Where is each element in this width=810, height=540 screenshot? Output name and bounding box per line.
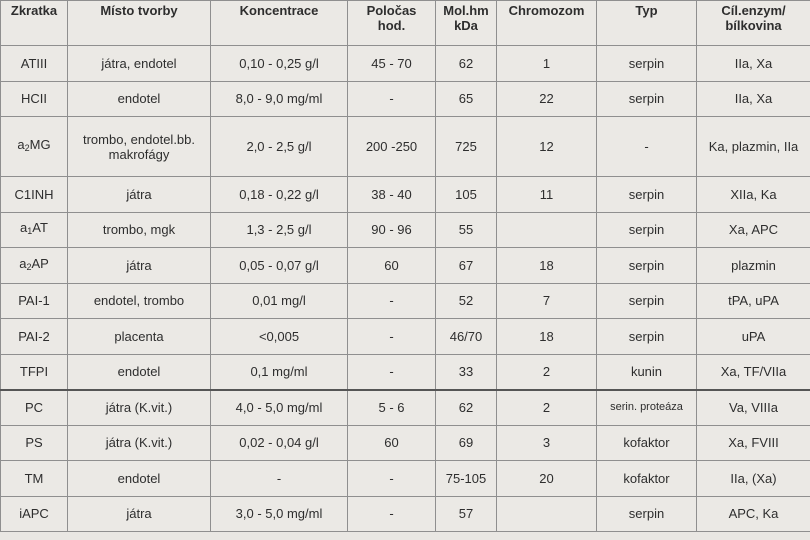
site-cell: játra: [68, 248, 211, 284]
mol-weight-cell: 75-105: [436, 461, 497, 497]
mol-weight-cell: 62: [436, 46, 497, 82]
abbr-cell: [1, 81, 68, 117]
half-life-cell: -: [348, 283, 436, 319]
abbr-cell: [1, 117, 68, 177]
target-cell: uPA: [697, 319, 810, 355]
type-cell: serpin: [597, 212, 697, 248]
mol-weight-cell: 33: [436, 354, 497, 390]
site-cell: endotel, trombo: [68, 283, 211, 319]
type-cell: serpin: [597, 248, 697, 284]
mol-weight-cell: 725: [436, 117, 497, 177]
mol-weight-cell: 67: [436, 248, 497, 284]
col-header-site: Místo tvorby: [68, 1, 211, 46]
abbr-cell: [1, 319, 68, 355]
half-life-cell: -: [348, 319, 436, 355]
type-cell: serpin: [597, 496, 697, 532]
table-body: [1, 46, 810, 532]
site-cell: játra, endotel: [68, 46, 211, 82]
concentration-cell: 0,02 - 0,04 g/l: [211, 425, 348, 461]
mol-weight-cell: 69: [436, 425, 497, 461]
half-life-cell: -: [348, 461, 436, 497]
mol-weight-cell: 105: [436, 177, 497, 213]
header-row: [1, 1, 810, 46]
half-life-cell: 45 - 70: [348, 46, 436, 82]
abbr-main: a: [19, 255, 27, 271]
target-cell: IIa, (Xa): [697, 461, 810, 497]
target-cell: plazmin: [697, 248, 810, 284]
concentration-cell: 2,0 - 2,5 g/l: [211, 117, 348, 177]
site-cell: endotel: [68, 81, 211, 117]
abbr-subscript: 1: [27, 226, 33, 237]
col-header-chromosome: Chromozom: [497, 1, 597, 46]
chromosome-cell: [497, 212, 597, 248]
abbr-cell: [1, 354, 68, 390]
abbr-suffix: AT: [32, 220, 48, 236]
type-cell: serpin: [597, 46, 697, 82]
col-header-concentration: Koncentrace: [211, 1, 348, 46]
half-life-cell: -: [348, 354, 436, 390]
abbr-main: TFPI: [19, 364, 49, 379]
target-cell: Ka, plazmin, IIa: [697, 117, 810, 177]
site-cell: endotel: [68, 461, 211, 497]
table-row: [1, 319, 810, 355]
abbr-cell: [1, 425, 68, 461]
concentration-cell: -: [211, 461, 348, 497]
table-row: [1, 283, 810, 319]
site-cell: trombo, mgk: [68, 212, 211, 248]
abbr-cell: [1, 177, 68, 213]
abbr-cell: [1, 212, 68, 248]
abbr-main: TM: [24, 470, 44, 486]
site-cell: trombo, endotel.bb. makrofágy: [68, 117, 211, 177]
abbr-cell: [1, 283, 68, 319]
abbr-main: HCII: [21, 91, 47, 107]
target-cell: Va, VIIIa: [697, 390, 810, 426]
target-cell: APC, Ka: [697, 496, 810, 532]
site-cell: játra (K.vit.): [68, 425, 211, 461]
abbr-cell: [1, 496, 68, 532]
col-header-type: Typ: [597, 1, 697, 46]
table-row: [1, 496, 810, 532]
type-cell: serpin: [597, 81, 697, 117]
abbr-suffix: MG: [29, 137, 51, 152]
chromosome-cell: 12: [497, 117, 597, 177]
target-cell: Xa, APC: [697, 212, 810, 248]
concentration-cell: 0,1 mg/ml: [211, 354, 348, 390]
abbr-main: a: [17, 137, 25, 152]
col-header-half-life: Poločas hod.: [348, 1, 436, 46]
abbr-cell: [1, 248, 68, 284]
target-cell: tPA, uPA: [697, 283, 810, 319]
table-row: [1, 177, 810, 213]
half-life-cell: -: [348, 496, 436, 532]
chromosome-cell: 3: [497, 425, 597, 461]
abbr-subscript: 2: [24, 143, 30, 153]
abbr-main: a: [20, 220, 28, 236]
abbr-main: iAPC: [19, 506, 49, 522]
mol-weight-cell: 57: [436, 496, 497, 532]
table-row: [1, 46, 810, 82]
site-cell: játra: [68, 177, 211, 213]
type-cell: kunin: [597, 354, 697, 390]
table-row: [1, 461, 810, 497]
half-life-cell: 5 - 6: [348, 390, 436, 426]
half-life-cell: 60: [348, 425, 436, 461]
concentration-cell: 0,18 - 0,22 g/l: [211, 177, 348, 213]
type-cell: serpin: [597, 283, 697, 319]
abbr-main: PS: [25, 435, 43, 451]
type-cell: kofaktor: [597, 425, 697, 461]
type-cell: -: [597, 117, 697, 177]
concentration-cell: 0,05 - 0,07 g/l: [211, 248, 348, 284]
table-row: [1, 390, 810, 426]
chromosome-cell: [497, 496, 597, 532]
concentration-cell: 1,3 - 2,5 g/l: [211, 212, 348, 248]
mol-weight-cell: 52: [436, 283, 497, 319]
table-row: [1, 248, 810, 284]
concentration-cell: 3,0 - 5,0 mg/ml: [211, 496, 348, 532]
chromosome-cell: 1: [497, 46, 597, 82]
abbr-main: PAI-2: [18, 328, 50, 344]
target-cell: XIIa, Ka: [697, 177, 810, 213]
type-cell: serpin: [597, 319, 697, 355]
table-row: [1, 81, 810, 117]
concentration-cell: <0,005: [211, 319, 348, 355]
table-row: [1, 354, 810, 390]
table-row: [1, 425, 810, 461]
abbr-main: PAI-1: [18, 293, 50, 309]
mol-weight-cell: 55: [436, 212, 497, 248]
col-header-abbr: Zkratka: [1, 1, 68, 46]
half-life-cell: 38 - 40: [348, 177, 436, 213]
site-cell: játra: [68, 496, 211, 532]
mol-weight-cell: 65: [436, 81, 497, 117]
chromosome-cell: 7: [497, 283, 597, 319]
chromosome-cell: 18: [497, 319, 597, 355]
abbr-cell: [1, 461, 68, 497]
target-cell: IIa, Xa: [697, 46, 810, 82]
abbr-main: ATIII: [20, 55, 48, 71]
concentration-cell: 0,10 - 0,25 g/l: [211, 46, 348, 82]
mol-weight-cell: 62: [436, 390, 497, 426]
col-header-target: Cíl.enzym/ bílkovina: [697, 1, 810, 46]
concentration-cell: 8,0 - 9,0 mg/ml: [211, 81, 348, 117]
site-cell: endotel: [68, 354, 211, 390]
type-cell: kofaktor: [597, 461, 697, 497]
chromosome-cell: 18: [497, 248, 597, 284]
half-life-cell: 90 - 96: [348, 212, 436, 248]
chromosome-cell: 22: [497, 81, 597, 117]
col-header-mol-weight: Mol.hm kDa: [436, 1, 497, 46]
abbr-cell: [1, 46, 68, 82]
half-life-cell: 200 -250: [348, 117, 436, 177]
mol-weight-cell: 46/70: [436, 319, 497, 355]
half-life-cell: 60: [348, 248, 436, 284]
half-life-cell: -: [348, 81, 436, 117]
target-cell: IIa, Xa: [697, 81, 810, 117]
type-cell: serin. proteáza: [597, 390, 697, 426]
abbr-main: PC: [24, 400, 44, 415]
target-cell: Xa, FVIII: [697, 425, 810, 461]
table-row: [1, 212, 810, 248]
abbr-main: C1INH: [14, 186, 54, 202]
type-cell: serpin: [597, 177, 697, 213]
abbr-cell: [1, 390, 68, 426]
abbr-subscript: 2: [26, 261, 32, 272]
site-cell: placenta: [68, 319, 211, 355]
chromosome-cell: 20: [497, 461, 597, 497]
table-row: [1, 117, 810, 177]
chromosome-cell: 11: [497, 177, 597, 213]
target-cell: Xa, TF/VIIa: [697, 354, 810, 390]
concentration-cell: 0,01 mg/l: [211, 283, 348, 319]
concentration-cell: 4,0 - 5,0 mg/ml: [211, 390, 348, 426]
chromosome-cell: 2: [497, 354, 597, 390]
chromosome-cell: 2: [497, 390, 597, 426]
abbr-suffix: AP: [31, 255, 49, 271]
site-cell: játra (K.vit.): [68, 390, 211, 426]
